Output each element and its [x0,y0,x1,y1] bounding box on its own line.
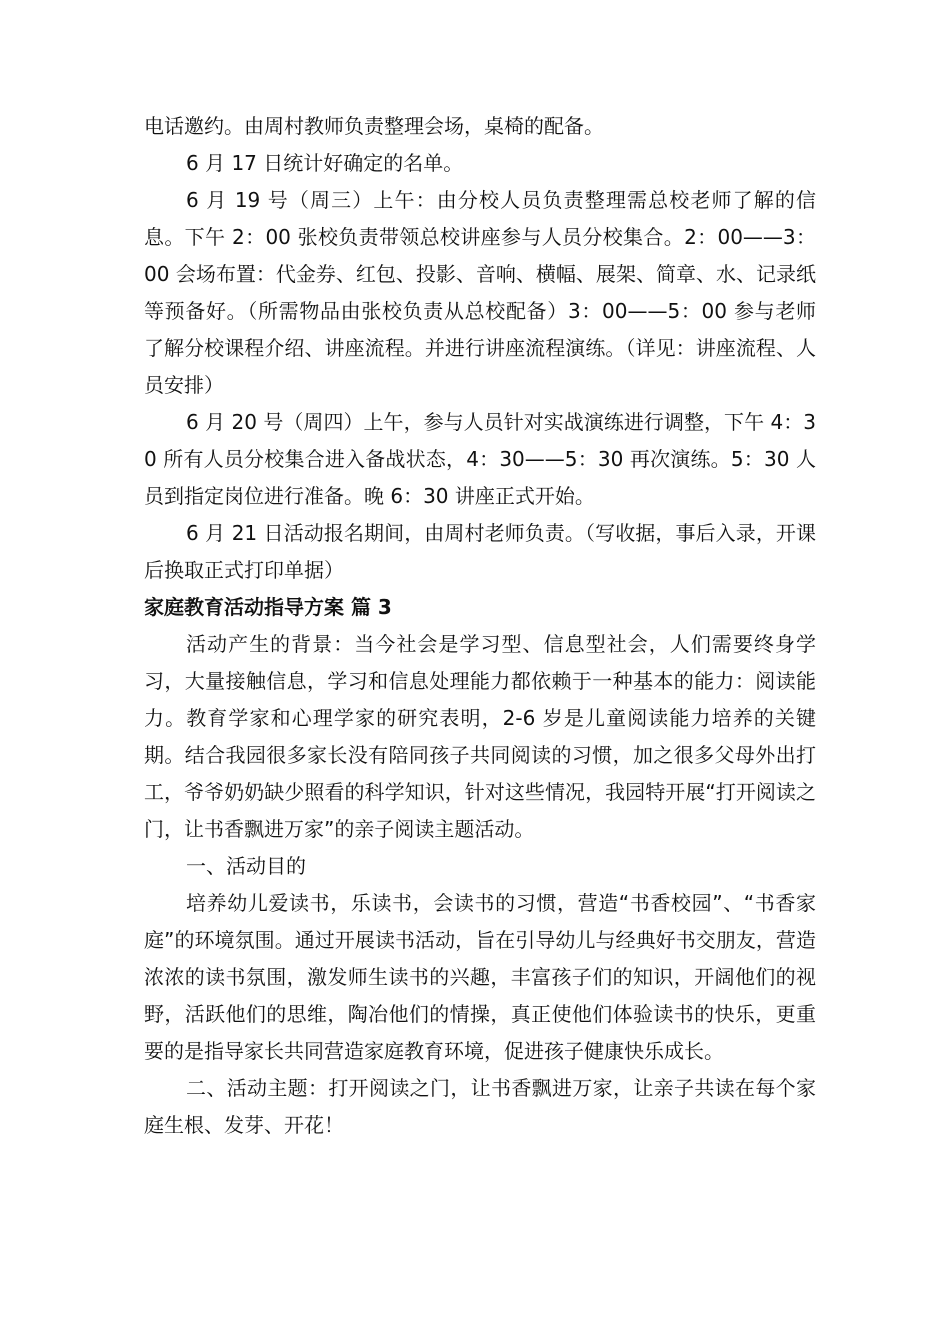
paragraph-june-19: 6 月 19 号（周三）上午：由分校人员负责整理需总校老师了解的信息。下午 2：00 张校负责带领总校讲座参与人员分校集合。2：00——3：00 会场布置：代金券、红包、投影、音响、横幅、展架、简章、水、记录纸等预备好。（所需物品由张校负责从总校配备）3：00——5：00 参与老师了解分校课程介绍、讲座流程。并进行讲座流程演练。（详见：讲座流程、人员安排） [144,188,816,397]
paragraph-background: 活动产生的背景：当今社会是学习型、信息型社会，人们需要终身学习，大量接触信息，学习和信息处理能力都依赖于一种基本的能力：阅读能力。教育学家和心理学家的研究表明，2-6 岁是儿童阅读能力培养的关键期。结合我园很多家长没有陪同孩子共同阅读的习惯，加之很多父母外出打工，爷爷奶奶缺少照看的科学知识，针对这些情况，我园特开展“打开阅读之门，让书香飘进万家”的亲子阅读主题活动。 [144,632,816,841]
paragraph-theme: 二、活动主题：打开阅读之门，让书香飘进万家，让亲子共读在每个家庭生根、发芽、开花！ [144,1076,816,1137]
paragraph-june-20: 6 月 20 号（周四）上午，参与人员针对实战演练进行调整，下午 4：30 所有人员分校集合进入备战状态，4：30——5：30 再次演练。5：30 人员到指定岗位进行准备。晚 6：30 讲座正式开始。 [144,410,816,508]
document-page [144,108,816,1144]
paragraph-goal-title: 一、活动目的 [186,854,306,878]
paragraph-goal-body: 培养幼儿爱读书，乐读书，会读书的习惯，营造“书香校园”、“书香家庭”的环境氛围。通过开展读书活动，旨在引导幼儿与经典好书交朋友，营造浓浓的读书氛围，激发师生读书的兴趣，丰富孩子们的知识，开阔他们的视野，活跃他们的思维，陶冶他们的情操，真正使他们体验读书的快乐，更重要的是指导家长共同营造家庭教育环境，促进孩子健康快乐成长。 [144,891,816,1063]
paragraph-continuation: 电话邀约。由周村教师负责整理会场，桌椅的配备。 [144,114,604,138]
paragraph-june-21: 6 月 21 日活动报名期间，由周村老师负责。（写收据，事后入录，开课后换取正式打印单据） [144,521,816,582]
paragraph-june-17: 6 月 17 日统计好确定的名单。 [186,151,464,175]
section-heading: 家庭教育活动指导方案 篇 3 [144,595,392,619]
